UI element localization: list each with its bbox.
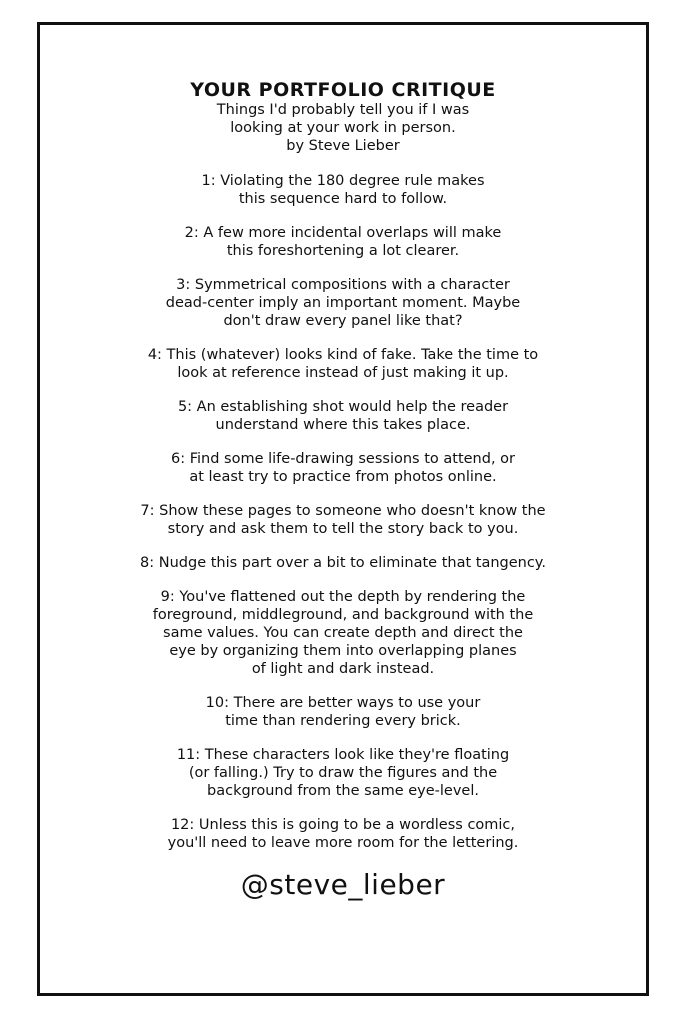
tip-8: 8: Nudge this part over a bit to eliminate that tangency.: [140, 555, 546, 571]
critique-panel: [37, 22, 649, 996]
intro-text: Things I'd probably tell you if I was looking at your work in person.: [216, 102, 470, 136]
author-handle: @steve_lieber: [240, 868, 446, 901]
tip-7: 7: Show these pages to someone who doesn't know the story and ask them to tell the story back to you.: [140, 503, 546, 537]
tip-11: 11: These characters look like they're floating (or falling.) Try to draw the figures and the background from the same eye-level.: [176, 747, 510, 799]
tip-4: 4: This (whatever) looks kind of fake. Take the time to look at reference instead of just making it up.: [147, 347, 539, 381]
tip-3: 3: Symmetrical compositions with a character dead-center imply an important moment. Maybe don't draw every panel like that?: [165, 277, 521, 329]
tip-9: 9: You've flattened out the depth by rendering the foreground, middleground, and background with the same values. You can create depth and direct the eye by organizing them into overlapping planes of light and dark instead.: [152, 589, 534, 677]
tip-10: 10: There are better ways to use your time than rendering every brick.: [205, 695, 481, 729]
critique-content: [40, 79, 646, 902]
page-title: YOUR PORTFOLIO CRITIQUE: [190, 79, 496, 101]
tip-1: 1: Violating the 180 degree rule makes this sequence hard to follow.: [201, 173, 485, 207]
byline: by Steve Lieber: [286, 138, 400, 154]
tip-5: 5: An establishing shot would help the reader understand where this takes place.: [177, 399, 509, 433]
tip-12: 12: Unless this is going to be a wordless comic, you'll need to leave more room for the lettering.: [167, 817, 519, 851]
tip-2: 2: A few more incidental overlaps will make this foreshortening a lot clearer.: [184, 225, 502, 259]
tip-6: 6: Find some life-drawing sessions to attend, or at least try to practice from photos online.: [171, 451, 515, 485]
